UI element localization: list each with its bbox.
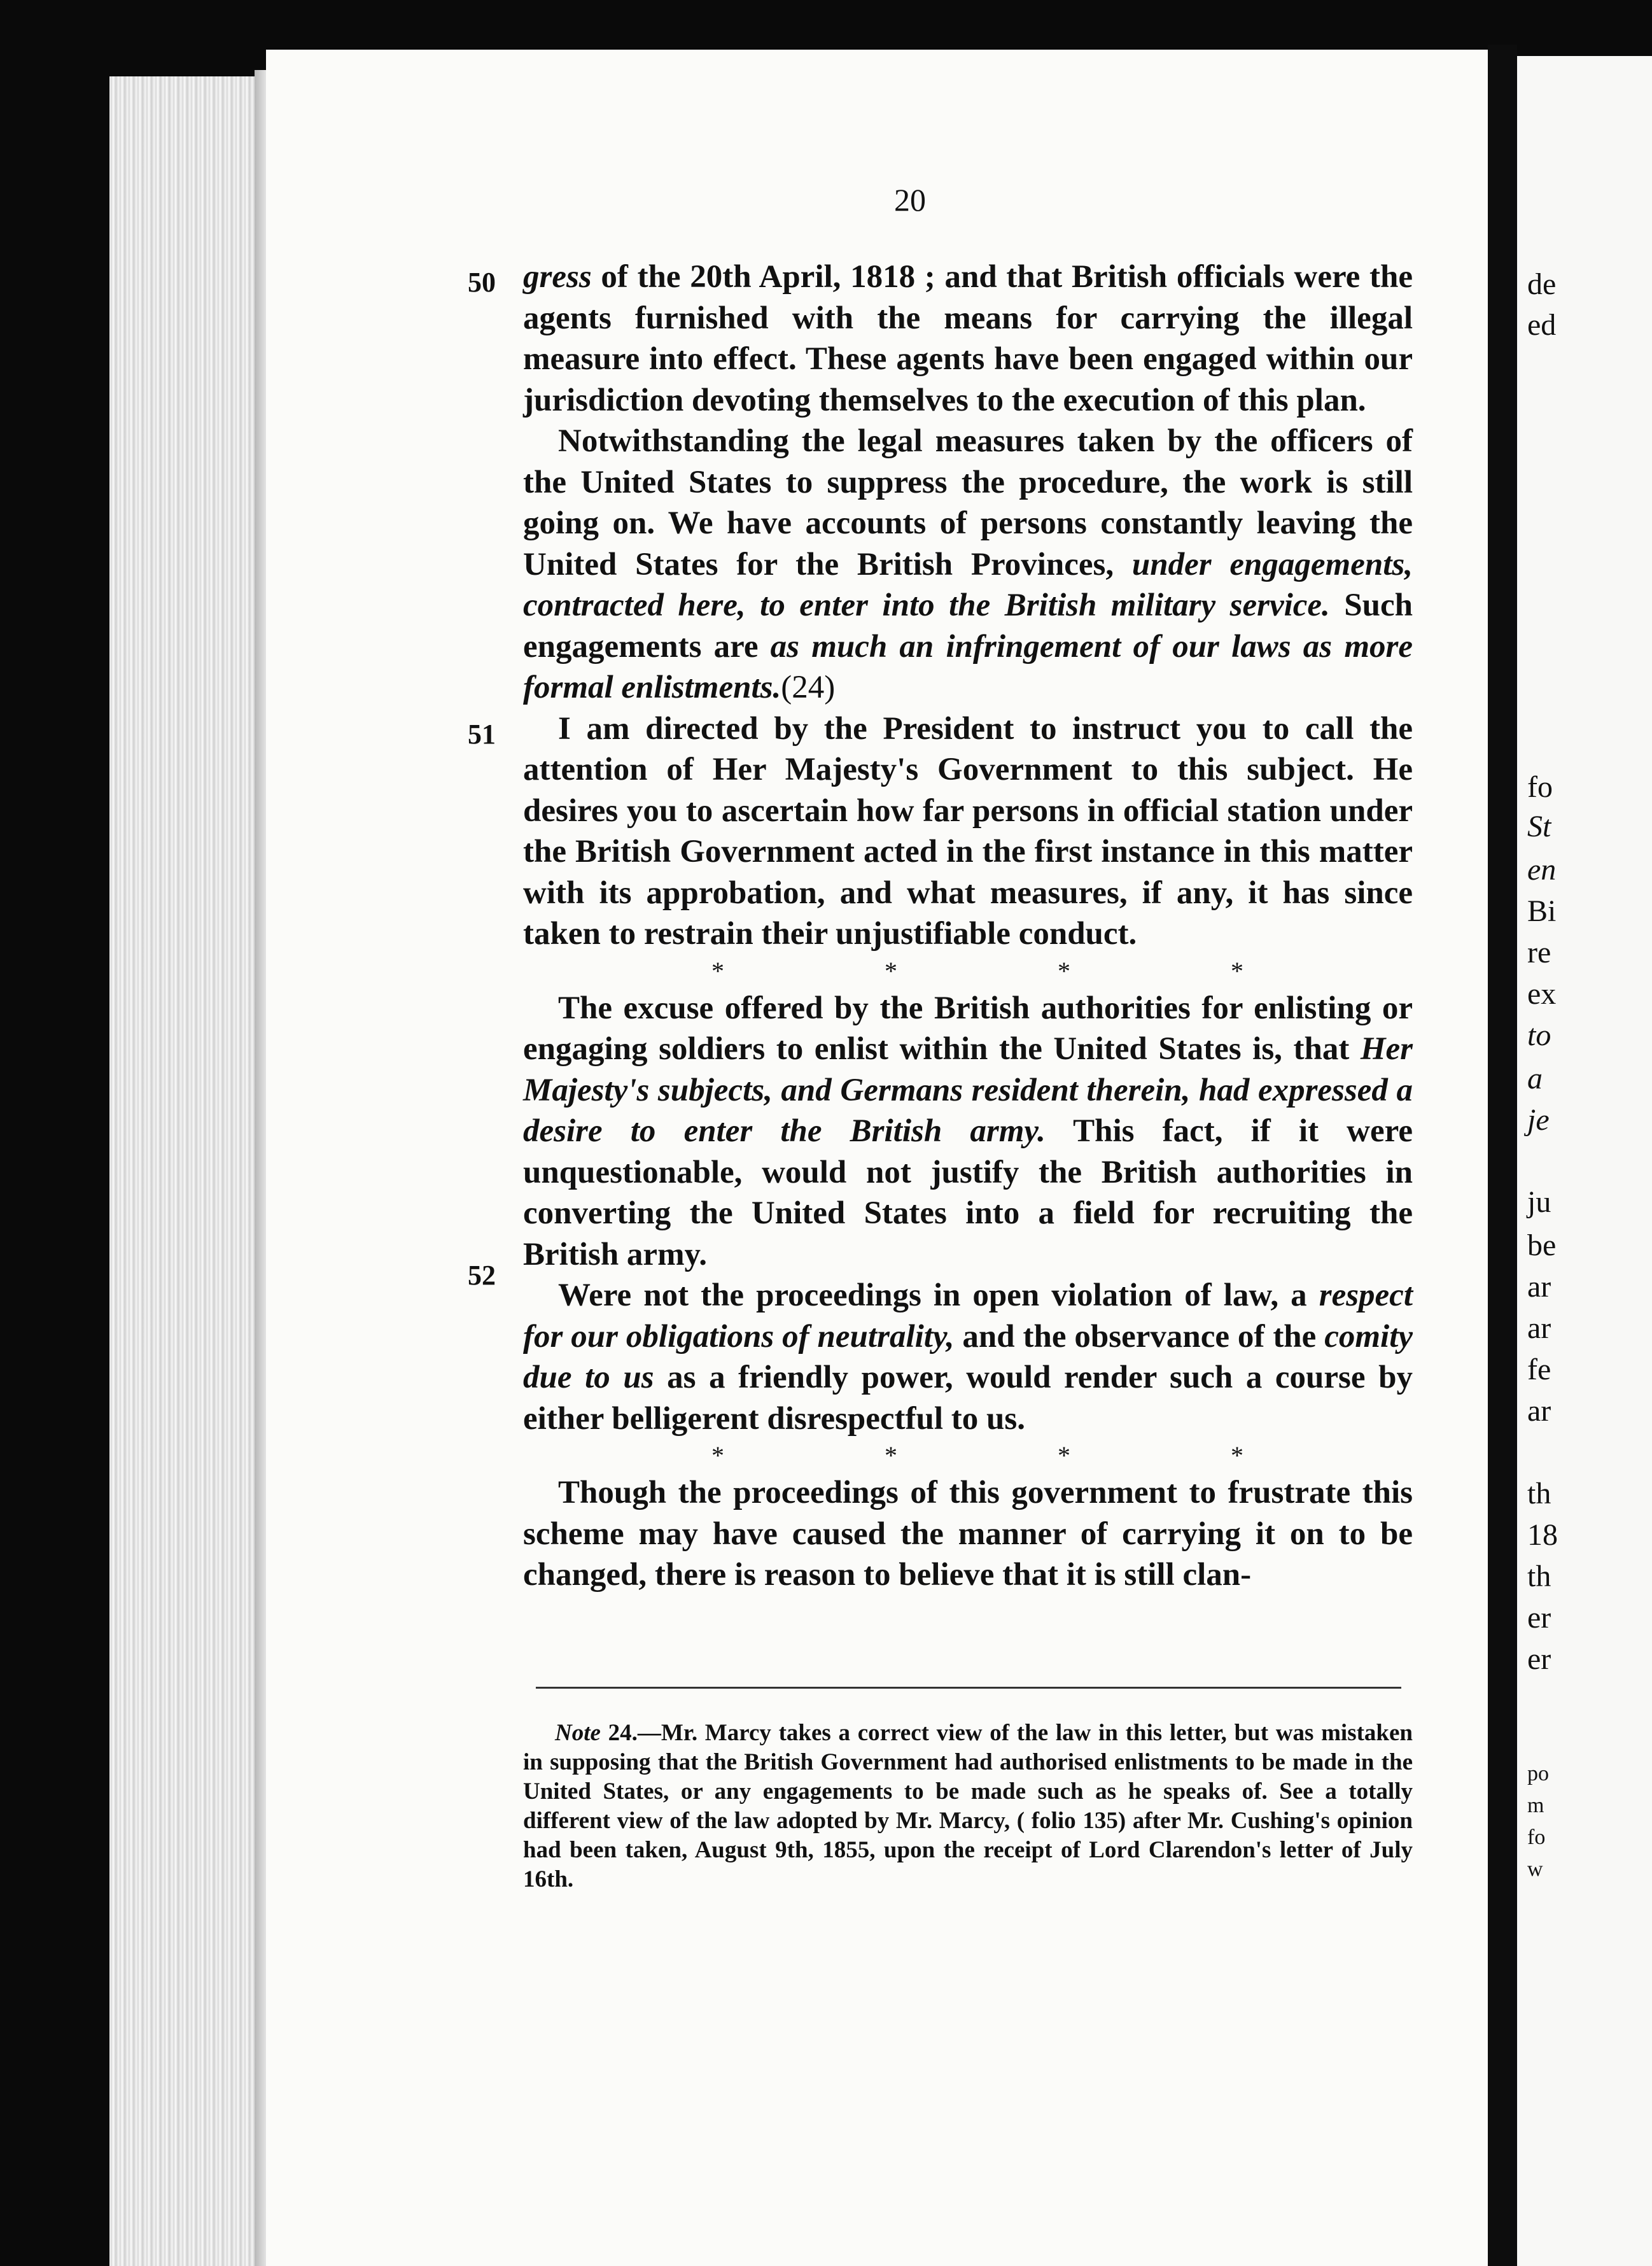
facing-page-fragment: ed bbox=[1527, 308, 1557, 342]
star: * bbox=[1058, 1441, 1070, 1470]
facing-page-fragment: ar bbox=[1527, 1270, 1551, 1304]
facing-page-fragment: be bbox=[1527, 1228, 1557, 1262]
paragraph-1 bbox=[523, 257, 1413, 421]
footnote-label: Note bbox=[555, 1720, 601, 1746]
facing-page-fragment: er bbox=[1527, 1642, 1551, 1676]
paragraph-2 bbox=[523, 421, 1413, 708]
facing-page-fragment: ju bbox=[1527, 1185, 1551, 1219]
text-run: of the 20th April, 1818 ; and that British officials were the agents furnished with the means for carrying the illegal measure into effect. These agents have been engaged within our jurisdiction devoting themselves to the execution of this plan. bbox=[523, 259, 1413, 418]
facing-page-fragment: ex bbox=[1527, 977, 1557, 1011]
footnote-divider bbox=[536, 1687, 1401, 1689]
section-break-stars bbox=[523, 955, 1413, 988]
facing-page-fragment: fe bbox=[1527, 1353, 1551, 1386]
facing-page-fragment: Bi bbox=[1527, 894, 1557, 928]
facing-page-fragment: to bbox=[1527, 1018, 1551, 1052]
italic-phrase: under engagements, contracted here, to enter into the British military service. bbox=[523, 546, 1413, 623]
facing-page-fragment: de bbox=[1527, 267, 1557, 301]
text-run: as a friendly power, would render such a course by either belligerent disrespectful to us. bbox=[523, 1360, 1413, 1437]
paragraph-4 bbox=[523, 988, 1413, 1276]
paragraph-3 bbox=[523, 708, 1413, 955]
book-spine-edge bbox=[109, 76, 262, 2266]
italic-phrase: comity due to us bbox=[523, 1318, 1413, 1395]
text-run: (24) bbox=[781, 670, 836, 705]
star: * bbox=[885, 1441, 897, 1470]
page-number: 20 bbox=[894, 182, 926, 218]
facing-page-fragment: ar bbox=[1527, 1394, 1551, 1428]
facing-page-fragment: je bbox=[1527, 1103, 1550, 1137]
facing-page-fragment: fo bbox=[1527, 1826, 1546, 1849]
body-text bbox=[523, 257, 1413, 1596]
paragraph-6 bbox=[523, 1472, 1413, 1596]
facing-page-fragment: a bbox=[1527, 1062, 1543, 1095]
text-run: The excuse offered by the British authorities for enlisting or engaging soldiers to enlist within the United States is, that bbox=[523, 990, 1413, 1067]
italic-phrase: gress bbox=[523, 259, 592, 295]
facing-page-fragment: er bbox=[1527, 1601, 1551, 1635]
facing-page-fragment: ar bbox=[1527, 1311, 1551, 1345]
facing-page-fragment: w bbox=[1527, 1857, 1543, 1881]
text-run: and the observance of the bbox=[954, 1318, 1325, 1355]
facing-page-fragment: St bbox=[1527, 810, 1551, 843]
star: * bbox=[1058, 956, 1070, 985]
text-run: I am directed by the President to instruct you to call the attention of Her Majesty's Government to this subject. He desires you to ascertain how far persons in official station under the British Government acted in the first instance in this matter with its approbation, and what measures, if any, it has since taken to restrain their unjustifiable conduct. bbox=[523, 710, 1413, 952]
footnote-paragraph bbox=[523, 1719, 1413, 1894]
facing-page-fragment: th bbox=[1527, 1477, 1551, 1510]
text-run: Such engagements are bbox=[523, 588, 1413, 665]
facing-page-fragment: th bbox=[1527, 1559, 1551, 1593]
facing-page-fragment: re bbox=[1527, 936, 1551, 969]
facing-page-fragment: po bbox=[1527, 1762, 1549, 1785]
star: * bbox=[711, 1441, 724, 1470]
footnote-text: 24.—Mr. Marcy takes a correct view of the law in this letter, but was mistaken in supposing that the British Government had authorised enlistments to be made in the United States, or any engagements to be made such as he speaks of. See a totally different view of the law adopted by Mr. Marcy, ( folio 135) after Mr. Cushing's opinion had been taken, August 9th, 1855, upon the receipt of Lord Clarendon's letter of July 16th. bbox=[523, 1720, 1413, 1892]
facing-page-fragment: en bbox=[1527, 853, 1557, 887]
book-gutter bbox=[1488, 45, 1517, 2266]
italic-phrase: as much an infringement of our laws as more formal enlistments. bbox=[523, 628, 1413, 705]
star: * bbox=[711, 956, 724, 985]
star: * bbox=[885, 956, 897, 985]
paragraph-5 bbox=[523, 1275, 1413, 1439]
facing-page-edge bbox=[1517, 56, 1652, 2266]
star: * bbox=[1231, 956, 1243, 985]
facing-page-fragment: m bbox=[1527, 1794, 1544, 1817]
italic-phrase: respect for our obligations of neutrality, bbox=[523, 1277, 1413, 1355]
facing-page-fragment: fo bbox=[1527, 770, 1553, 804]
footnote bbox=[523, 1719, 1413, 1894]
text-run: Were not the proceedings in open violation of law, a bbox=[558, 1277, 1319, 1313]
star: * bbox=[1231, 1441, 1243, 1470]
margin-number-52: 52 bbox=[468, 1260, 496, 1291]
section-break-stars bbox=[523, 1439, 1413, 1472]
text-run: This fact, if it were unquestionable, would not justify the British authorities in converting the United States into a field for recruiting the British army. bbox=[523, 1113, 1413, 1272]
facing-page-fragment: 18 bbox=[1527, 1518, 1558, 1552]
margin-number-51: 51 bbox=[468, 719, 496, 750]
text-run: Notwithstanding the legal measures taken by the officers of the United States to suppress the procedure, the work is still going on. We have accounts of persons constantly leaving the United States for the British Provinces, bbox=[523, 423, 1413, 582]
italic-phrase: Her Majesty's subjects, and Germans resident therein, had expressed a desire to enter the British army. bbox=[523, 1031, 1413, 1149]
margin-number-50: 50 bbox=[468, 267, 496, 298]
text-run: Though the proceedings of this government to frustrate this scheme may have caused the manner of carrying it on to be changed, there is reason to believe that it is still clan- bbox=[523, 1475, 1413, 1593]
